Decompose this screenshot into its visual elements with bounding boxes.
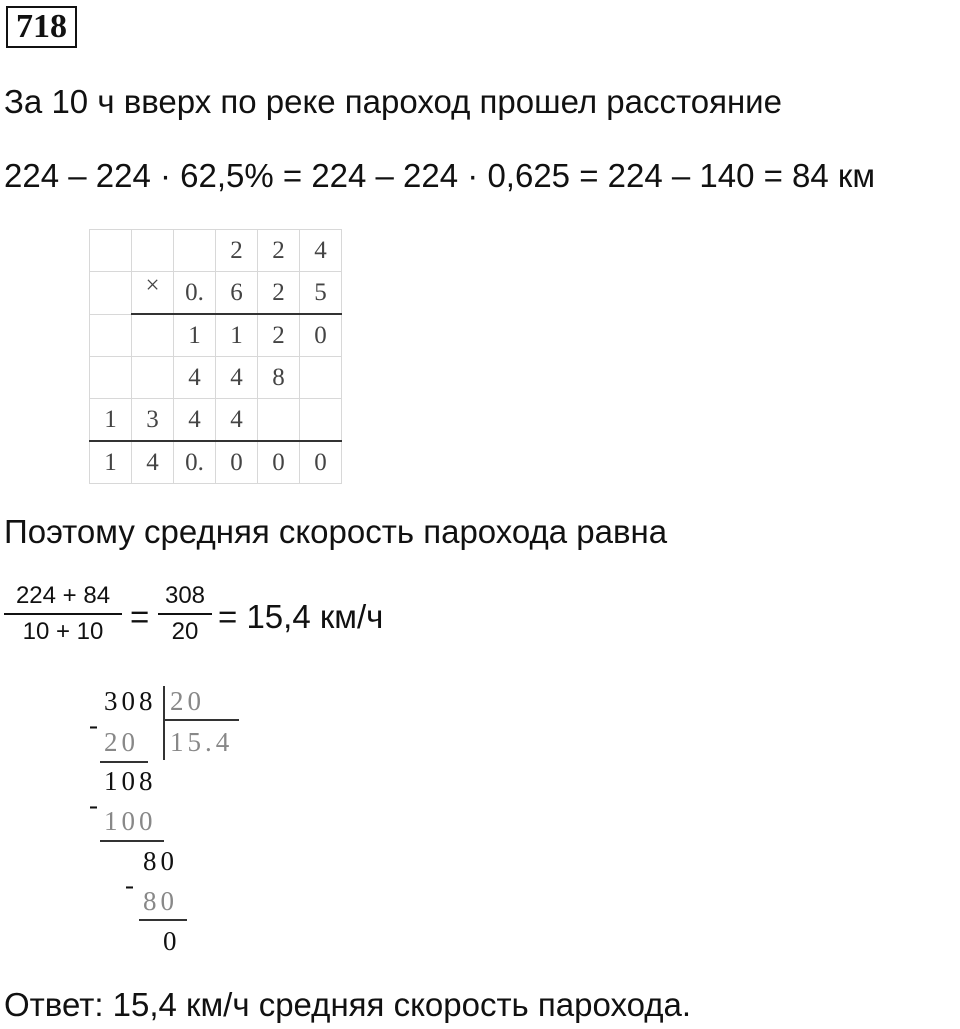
fraction-bar xyxy=(4,613,122,615)
grid-cell: 8 xyxy=(258,357,300,399)
grid-cell: 0. xyxy=(174,272,216,315)
grid-cell xyxy=(174,230,216,272)
remainder-2: 80 xyxy=(143,846,178,876)
grid-cell: 2 xyxy=(258,314,300,357)
fraction-bar xyxy=(158,613,212,615)
grid-cell xyxy=(90,357,132,399)
grid-cell: 6 xyxy=(216,272,258,315)
remainder-3: 0 xyxy=(163,926,181,956)
problem-number: 718 xyxy=(6,6,77,48)
grid-row xyxy=(90,357,342,399)
answer-line: Ответ: 15,4 км/ч средняя скорость парохода. xyxy=(4,986,692,1023)
calculation-line: 224 – 224 · 62,5% = 224 – 224 · 0,625 = 224 – 140 = 84 км xyxy=(4,157,876,194)
fraction-1-numerator: 224 + 84 xyxy=(15,582,111,609)
grid-cell xyxy=(258,399,300,442)
equals-sign: = xyxy=(130,598,150,635)
grid-cell: 1 xyxy=(174,314,216,357)
remainder-1: 108 xyxy=(104,766,157,796)
problem-text-line-3: Поэтому средняя скорость парохода равна xyxy=(4,513,668,550)
dividend: 308 xyxy=(104,686,157,716)
grid-cell: 3 xyxy=(132,399,174,442)
multiply-sign: × xyxy=(132,272,174,315)
grid-row xyxy=(90,441,342,484)
grid-row xyxy=(90,230,342,272)
grid-cell: 1 xyxy=(90,441,132,484)
grid-cell: 1 xyxy=(216,314,258,357)
minus-sign: - xyxy=(89,710,102,740)
grid-cell: 0 xyxy=(300,441,342,484)
division-vertical-line xyxy=(163,686,165,760)
fraction-2-denominator: 20 xyxy=(171,618,199,645)
subtraction-line xyxy=(100,840,164,842)
minus-sign: - xyxy=(125,870,138,900)
grid-cell xyxy=(132,314,174,357)
subtraction-line xyxy=(139,919,187,921)
grid-cell: 4 xyxy=(216,357,258,399)
subtrahend-2: 100 xyxy=(104,806,157,836)
fraction-1-denominator: 10 + 10 xyxy=(22,618,104,645)
grid-cell: 0. xyxy=(174,441,216,484)
fraction-2 xyxy=(158,582,212,646)
grid-cell: 0 xyxy=(258,441,300,484)
grid-cell: 2 xyxy=(258,272,300,315)
grid-cell: 4 xyxy=(132,441,174,484)
grid-row xyxy=(90,272,342,315)
fraction-2-numerator: 308 xyxy=(164,582,206,609)
grid-cell: 4 xyxy=(300,230,342,272)
grid-cell xyxy=(300,357,342,399)
minus-sign: - xyxy=(89,790,102,820)
grid-cell: 0 xyxy=(216,441,258,484)
problem-text-line-1: За 10 ч вверх по реке пароход прошел расстояние xyxy=(4,83,782,120)
quotient: 15.4 xyxy=(170,727,234,757)
grid-cell: 2 xyxy=(216,230,258,272)
grid-cell: 4 xyxy=(216,399,258,442)
grid-cell xyxy=(90,272,132,315)
grid-cell: 1 xyxy=(90,399,132,442)
subtraction-line xyxy=(100,761,148,763)
grid-cell xyxy=(300,399,342,442)
grid-cell: 0 xyxy=(300,314,342,357)
fraction-1 xyxy=(4,582,122,646)
formula-result: = 15,4 км/ч xyxy=(218,598,384,635)
grid-cell xyxy=(90,230,132,272)
grid-cell: 5 xyxy=(300,272,342,315)
grid-cell: 2 xyxy=(258,230,300,272)
subtrahend-3: 80 xyxy=(143,886,178,916)
grid-cell xyxy=(90,314,132,357)
grid-cell: 4 xyxy=(174,357,216,399)
divisor-underline xyxy=(163,719,239,721)
grid-cell xyxy=(132,230,174,272)
grid-cell: 4 xyxy=(174,399,216,442)
grid-cell xyxy=(132,357,174,399)
grid-row xyxy=(90,399,342,442)
subtrahend-1: 20 xyxy=(104,727,139,757)
grid-row xyxy=(90,314,342,357)
divisor: 20 xyxy=(170,686,205,716)
multiplication-grid xyxy=(89,229,342,484)
